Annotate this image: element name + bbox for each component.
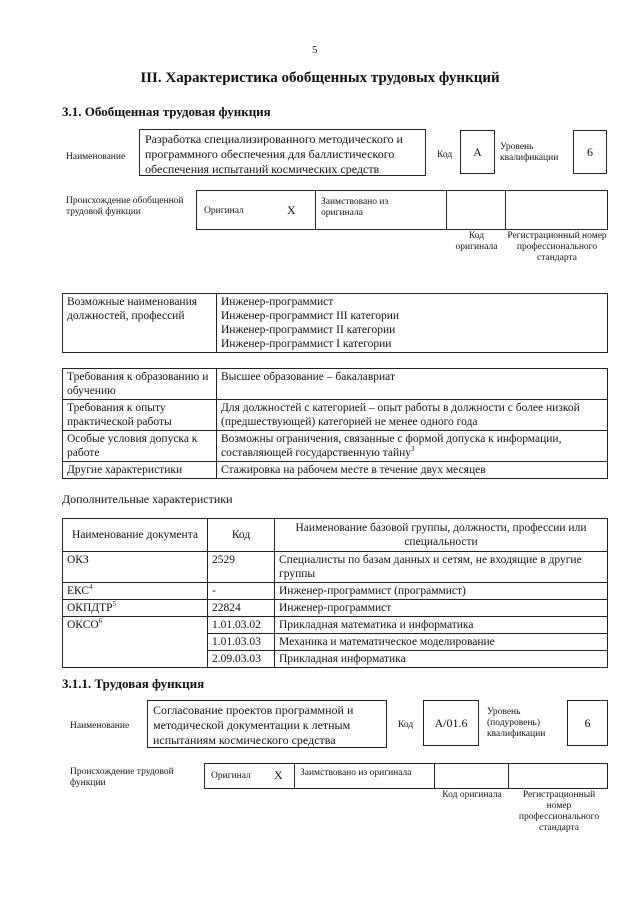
position-item: Инженер-программист I категории <box>221 338 392 350</box>
s31-reg-label: Регистрационный номер профессионального стандарта <box>507 231 607 263</box>
col-doc-header: Наименование документа <box>63 519 208 552</box>
footnote-ref: 4 <box>89 583 93 592</box>
s311-level-label: Уровень (подуровень) квалификации <box>487 707 546 739</box>
footnote-ref: 6 <box>98 617 103 626</box>
position-item: Инженер-программист <box>221 296 334 308</box>
name-cell: Прикладная математика и информатика <box>275 617 608 634</box>
req-exp-label: Требования к опыту практической работы <box>63 400 217 431</box>
req-edu-value: Высшее образование – бакалавриат <box>217 369 608 400</box>
s311-code-label: Код <box>398 720 414 730</box>
code-cell: 1.01.03.03 <box>208 634 275 651</box>
s311-level-value: 6 <box>567 700 608 746</box>
s31-borrowed-label: Заимствовано из оригинала <box>321 197 389 218</box>
s31-code-value: А <box>460 130 495 174</box>
section-title: III. Характеристика обобщенных трудовых функций <box>140 70 500 86</box>
position-item: Инженер-программист II категории <box>221 324 396 336</box>
s311-original-mark: X <box>274 768 283 782</box>
name-cell: Специалисты по базам данных и сетям, не входящие в другие группы <box>275 552 608 583</box>
s311-original-label: Оригинал <box>211 771 251 781</box>
s311-borrowed-label: Заимствовано из оригинала <box>300 768 412 778</box>
req-other-value: Стажировка на рабочем месте в течение двух месяцев <box>217 462 608 479</box>
name-cell: Прикладная информатика <box>275 651 608 668</box>
s31-code-orig-label: Код оригинала <box>455 231 498 252</box>
req-access-label: Особые условия допуска к работе <box>63 431 217 462</box>
doc-cell: ОКЗ <box>67 554 89 566</box>
name-cell: Инженер-программист <box>275 600 608 617</box>
positions-table <box>62 293 608 353</box>
positions-list <box>217 294 608 353</box>
s31-level-value: 6 <box>573 130 607 174</box>
s311-name-label: Наименование <box>70 721 130 731</box>
s311-name-value: Согласование проектов программной и методической документации к летным испытаниям космического средства <box>147 700 387 748</box>
s31-level-label: Уровень квалификации <box>500 142 559 163</box>
s31-original-mark: X <box>287 203 296 217</box>
req-exp-value: Для должностей с категорией – опыт работы в должности с более низкой (предшествующей) категорией не менее одного года <box>217 400 608 431</box>
name-cell: Инженер-программист (программист) <box>275 583 608 600</box>
s311-reg-label: Регистрационный номер профессионального стандарта <box>518 790 600 833</box>
table-row <box>63 600 608 617</box>
s311-origin-label: Происхождение трудовой функции <box>70 767 174 788</box>
additional-table <box>62 518 608 668</box>
req-access-value: Возможны ограничения, связанные с формой допуска к информации, составляющей государственную тайну <box>221 433 562 459</box>
req-edu-label: Требования к образованию и обучению <box>63 369 217 400</box>
code-cell: 2.09.03.03 <box>208 651 275 668</box>
code-cell: 22824 <box>208 600 275 617</box>
additional-heading: Дополнительные характеристики <box>62 492 233 506</box>
doc-cell: ОКПДТР <box>67 602 113 614</box>
col-name-header: Наименование базовой группы, должности, профессии или специальности <box>275 519 608 552</box>
requirements-table <box>62 368 608 479</box>
s31-name-value: Разработка специализированного методического и программного обеспечения для баллистического обеспечения испытаний космических средств <box>139 129 426 176</box>
s311-code-value: A/01.6 <box>423 700 479 746</box>
col-code-header: Код <box>208 519 275 552</box>
s31-code-label: Код <box>437 150 453 160</box>
req-access-cell <box>217 431 608 462</box>
position-item: Инженер-программист III категории <box>221 310 400 322</box>
doc-cell: ЕКС <box>67 585 90 597</box>
s311-code-orig-label: Код оригинала <box>442 790 502 800</box>
s311-heading: 3.1.1. Трудовая функция <box>62 676 205 691</box>
name-cell: Механика и математическое моделирование <box>275 634 608 651</box>
code-cell: 2529 <box>208 552 275 583</box>
table-row <box>63 617 608 634</box>
req-other-label: Другие характеристики <box>63 462 217 479</box>
positions-label: Возможные наименования должностей, профессий <box>63 294 217 353</box>
table-row <box>63 552 608 583</box>
footnote-ref: 5 <box>112 600 117 609</box>
code-cell: 1.01.03.02 <box>208 617 275 634</box>
code-cell: - <box>208 583 275 600</box>
table-row <box>63 583 608 600</box>
page-number: 5 <box>312 44 318 56</box>
s31-heading: 3.1. Обобщенная трудовая функция <box>62 104 271 119</box>
doc-cell: ОКСО <box>67 619 99 631</box>
footnote-ref: 3 <box>411 445 415 454</box>
s31-original-label: Оригинал <box>204 206 244 216</box>
s31-origin-label: Происхождение обобщенной трудовой функции <box>66 196 184 217</box>
s31-name-label: Наименование <box>66 152 126 162</box>
